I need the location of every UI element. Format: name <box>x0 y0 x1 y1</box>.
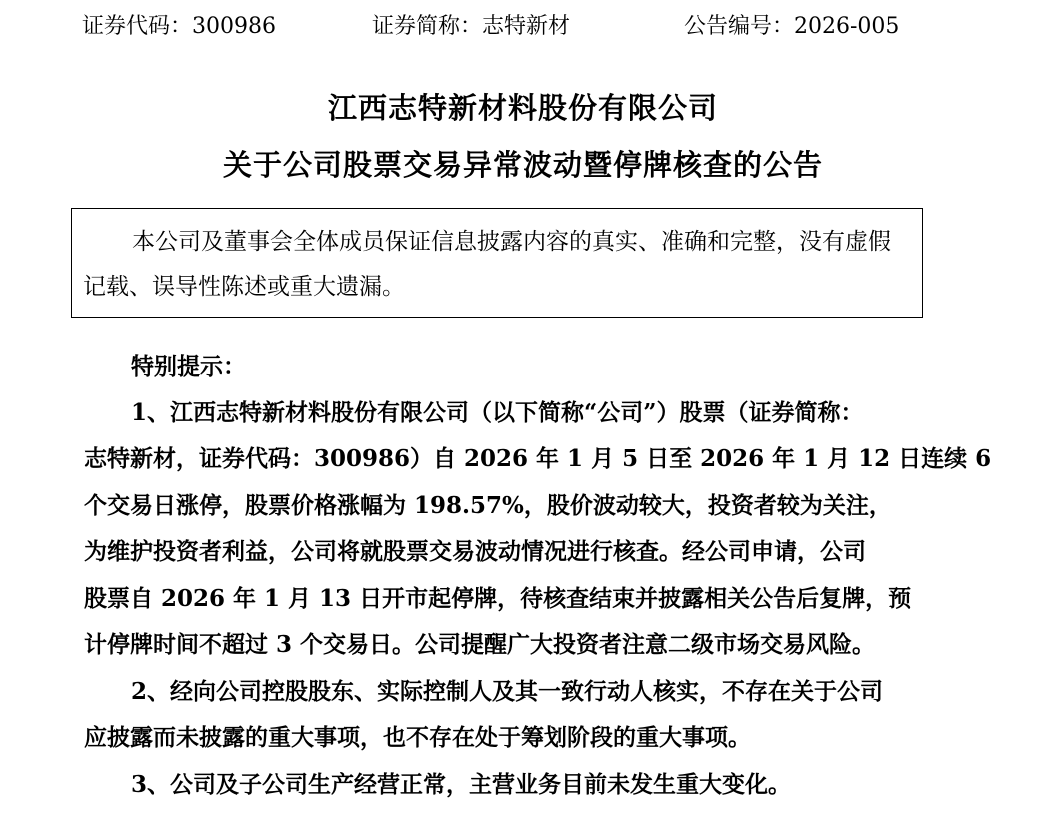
item-1-line: 个交易日涨停，股票价格涨幅为 198.57%，股价波动较大，投资者较为关注， <box>84 492 892 519</box>
disclaimer-box <box>71 208 923 318</box>
item-2-line: 2、经向公司控股股东、实际控制人及其一致行动人核实，不存在关于公司 <box>131 678 884 705</box>
item-1-line: 志特新材，证券代码：300986）自 2026 年 1 月 5 日至 2026 年 1 月 12 日连续 6 <box>84 445 992 472</box>
disclaimer-line: 记载、误导性陈述或重大遗漏。 <box>83 274 405 300</box>
announcement-header <box>0 12 1046 42</box>
announcement-title: 关于公司股票交易异常波动暨停牌核查的公告 <box>222 148 823 182</box>
item-2-line: 应披露而未披露的重大事项，也不存在处于筹划阶段的重大事项。 <box>84 724 751 751</box>
item-1-line: 1、江西志特新材料股份有限公司（以下简称“公司”）股票（证券简称： <box>131 399 864 426</box>
disclaimer-line: 本公司及董事会全体成员保证信息披露内容的真实、准确和完整，没有虚假 <box>132 229 891 255</box>
item-1-line: 计停牌时间不超过 3 个交易日。公司提醒广大投资者注意二级市场交易风险。 <box>84 631 876 658</box>
security-abbreviation: 证券简称：志特新材 <box>372 14 571 39</box>
announcement-number: 公告编号：2026-005 <box>684 14 900 39</box>
item-3-line: 3、公司及子公司生产经营正常，主营业务目前未发生重大变化。 <box>131 771 792 798</box>
company-name-title: 江西志特新材料股份有限公司 <box>327 91 718 125</box>
item-1-line: 为维护投资者利益，公司将就股票交易波动情况进行核查。经公司申请，公司 <box>84 538 866 565</box>
security-code: 证券代码：300986 <box>82 14 276 39</box>
item-1-line: 股票自 2026 年 1 月 13 日开市起停牌，待核查结束并披露相关公告后复牌，预 <box>84 585 912 612</box>
special-notice-heading: 特别提示： <box>131 354 246 380</box>
